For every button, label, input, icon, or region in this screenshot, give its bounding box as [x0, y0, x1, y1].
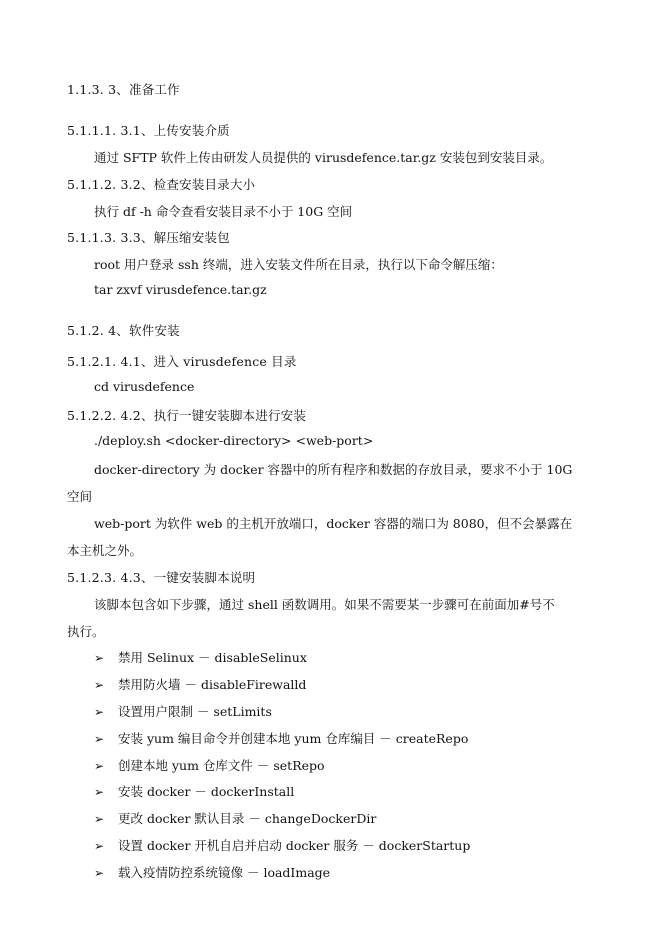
list-item [94, 756, 325, 774]
heading-1-1-3: 1.1.3. 3、准备工作 [67, 82, 180, 97]
paragraph-docker-directory-cont: 空间 [67, 489, 93, 504]
list-item [94, 702, 272, 720]
paragraph-docker-directory: docker-directory 为 docker 容器中的所有程序和数据的存放目录，要求不小于 10G [94, 462, 573, 477]
list-item-text: 禁用防火墙 － disableFirewalld [118, 677, 307, 692]
heading-5-1-2-3: 5.1.2.3. 4.3、一键安装脚本说明 [67, 570, 256, 585]
list-item-text: 安装 docker － dockerInstall [118, 784, 295, 799]
heading-5-1-1-3: 5.1.1.3. 3.3、解压缩安装包 [67, 230, 230, 245]
bullet-arrow-icon: ➢ [94, 839, 105, 853]
command-cd: cd virusdefence [94, 379, 195, 394]
list-item [94, 863, 330, 881]
heading-5-1-2-1: 5.1.2.1. 4.1、进入 virusdefence 目录 [67, 354, 297, 369]
list-item-text: 设置 docker 开机自启并启动 docker 服务 － dockerStartup [118, 838, 471, 853]
heading-5-1-1-2: 5.1.1.2. 3.2、检查安装目录大小 [67, 177, 256, 192]
bullet-arrow-icon: ➢ [94, 705, 105, 719]
list-item [94, 782, 294, 800]
list-item-text: 禁用 Selinux － disableSelinux [118, 650, 307, 665]
list-item-text: 设置用户限制 － setLimits [118, 704, 272, 719]
list-item [94, 648, 307, 666]
paragraph-script-desc-cont: 执行。 [67, 624, 105, 639]
list-item [94, 836, 470, 854]
heading-5-1-2: 5.1.2. 4、软件安装 [67, 323, 180, 338]
paragraph-web-port: web-port 为软件 web 的主机开放端口，docker 容器的端口为 8080，但不会暴露在 [94, 516, 573, 531]
list-item [94, 729, 468, 747]
command-tar: tar zxvf virusdefence.tar.gz [94, 282, 267, 297]
paragraph-login: root 用户登录 ssh 终端，进入安装文件所在目录，执行以下命令解压缩： [94, 257, 503, 272]
bullet-arrow-icon: ➢ [94, 732, 105, 746]
bullet-arrow-icon: ➢ [94, 759, 105, 773]
bullet-arrow-icon: ➢ [94, 812, 105, 826]
list-item-text: 载入疫情防控系统镜像 － loadImage [118, 865, 331, 880]
bullet-arrow-icon: ➢ [94, 785, 105, 799]
command-deploy: ./deploy.sh <docker-directory> <web-port> [94, 433, 374, 448]
paragraph-upload: 通过 SFTP 软件上传由研发人员提供的 virusdefence.tar.gz 安装包到安装目录。 [94, 150, 553, 165]
paragraph-web-port-cont: 本主机之外。 [67, 543, 143, 558]
bullet-arrow-icon: ➢ [94, 866, 105, 880]
list-item [94, 809, 376, 827]
list-item-text: 安装 yum 编目命令并创建本地 yum 仓库编目 － createRepo [118, 731, 469, 746]
bullet-arrow-icon: ➢ [94, 651, 105, 665]
list-item [94, 675, 306, 693]
heading-5-1-1-1: 5.1.1.1. 3.1、上传安装介质 [67, 123, 230, 138]
paragraph-check-size: 执行 df -h 命令查看安装目录不小于 10G 空间 [94, 204, 353, 219]
paragraph-script-desc: 该脚本包含如下步骤，通过 shell 函数调用。如果不需要某一步骤可在前面加#号不 [94, 597, 555, 612]
list-item-text: 更改 docker 默认目录 － changeDockerDir [118, 811, 377, 826]
list-item-text: 创建本地 yum 仓库文件 － setRepo [118, 758, 325, 773]
bullet-arrow-icon: ➢ [94, 678, 105, 692]
heading-5-1-2-2: 5.1.2.2. 4.2、执行一键安装脚本进行安装 [67, 408, 307, 423]
